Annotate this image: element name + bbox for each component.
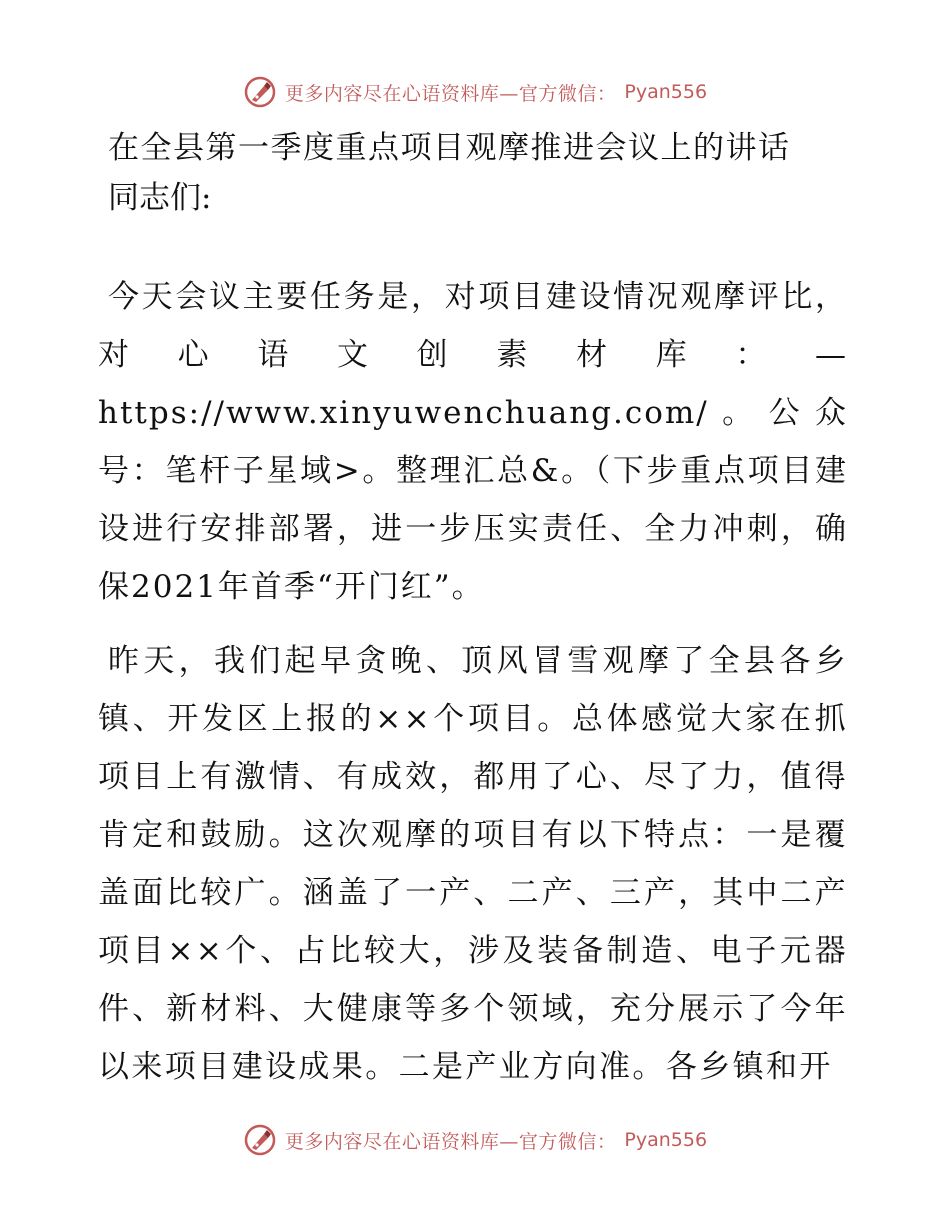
pen-nib-circle-icon (243, 75, 277, 109)
document-title: 在全县第一季度重点项目观摩推进会议上的讲话 (108, 130, 791, 166)
watermark-wechat-id: Pyan556 (624, 1129, 708, 1151)
salutation: 同志们: (108, 180, 212, 216)
paragraph-2: 昨天，我们起早贪晚、顶风冒雪观摩了全县各乡镇、开发区上报的××个项目。总体感觉大家在抓项目上有激情、有成效，都用了心、尽了力，值得肯定和鼓励。这次观摩的项目有以下特点：一是覆盖面比较广。涵盖了一产、二产、三产，其中二产项目××个、占比较大，涉及装备制造、电子元器件、新材料、大健康等多个领域，充分展示了今年以来项目建设成果。二是产业方向准。各乡镇和开 (98, 643, 848, 1085)
footer-watermark (0, 1120, 950, 1160)
paragraph-1: 今天会议主要任务是，对项目建设情况观摩评比，对心语文创素材库：—https://www.xinyuwenchuang.com/。公众号：笔杆子星域>。整理汇总&。（下步重点项目建设进行安排部署，进一步压实责任、全力冲刺，确保2021年首季“开门红”。 (98, 279, 848, 605)
watermark-text: 更多内容尽在心语资料库—官方微信： (284, 82, 617, 105)
watermark-text: 更多内容尽在心语资料库—官方微信： (284, 1130, 617, 1153)
watermark-wechat-id: Pyan556 (624, 81, 708, 103)
pen-nib-circle-icon (243, 1123, 277, 1157)
header-watermark (0, 72, 950, 112)
